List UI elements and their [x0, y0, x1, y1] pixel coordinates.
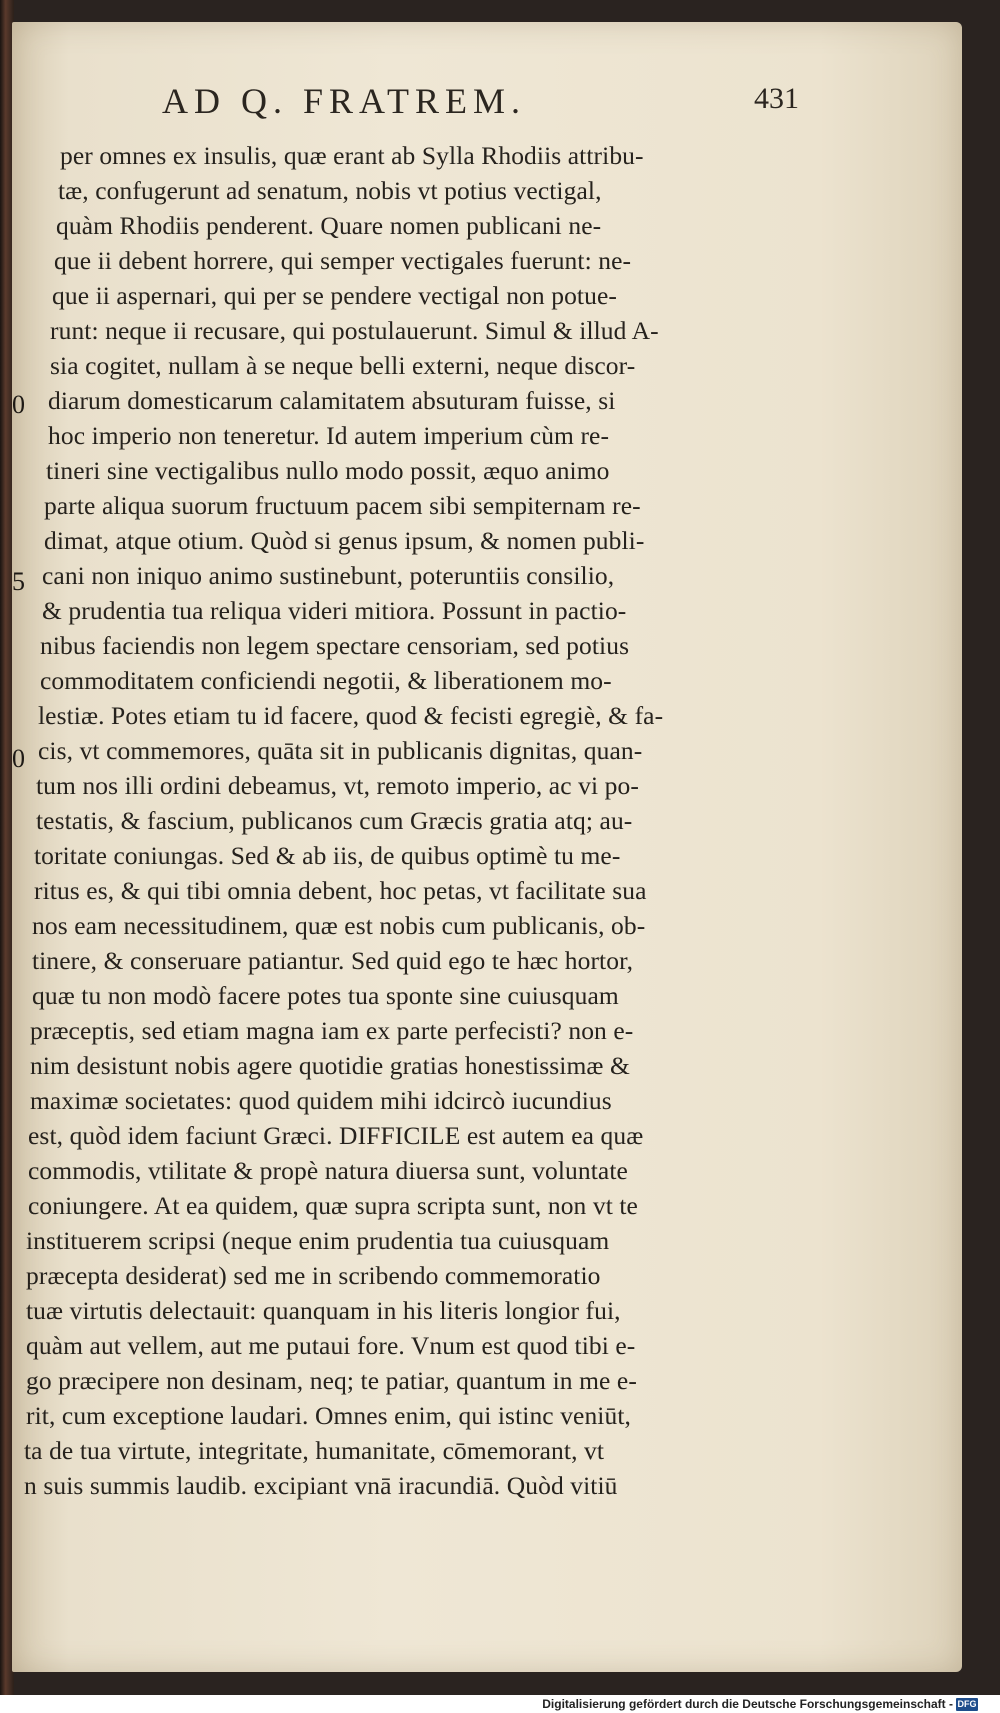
text-line: coniungere. At ea quidem, quæ supra scripta sunt, non vt te — [28, 1191, 638, 1220]
margin-line-number: 5 — [12, 567, 25, 596]
text-line: parte aliqua suorum fructuum pacem sibi sempiternam re- — [44, 491, 641, 520]
text-line: quàm Rhodiis penderent. Quare nomen publicani ne- — [56, 211, 602, 240]
credit-text: Digitalisierung gefördert durch die Deutsche Forschungsgemeinschaft - — [542, 1697, 953, 1711]
text-line: testatis, & fascium, publicanos cum Græcis gratia atq; au- — [36, 806, 633, 835]
text-line: tæ, confugerunt ad senatum, nobis vt potius vectigal, — [58, 176, 602, 205]
text-line: cis, vt commemores, quāta sit in publicanis dignitas, quan- — [38, 736, 643, 765]
text-line: tum nos illi ordini debeamus, vt, remoto imperio, ac vi po- — [36, 771, 639, 800]
text-line: hoc imperio non teneretur. Id autem imperium cùm re- — [48, 421, 610, 450]
digitization-credit — [542, 1697, 978, 1711]
text-line: præcepta desiderat) sed me in scribendo commemoratio — [26, 1261, 601, 1290]
text-line: præceptis, sed etiam magna iam ex parte perfecisti? non e- — [30, 1016, 634, 1045]
text-line: nibus faciendis non legem spectare censoriam, sed potius — [40, 631, 630, 660]
dfg-logo: DFG — [957, 1698, 977, 1709]
margin-line-number: 0 — [12, 744, 25, 773]
text-line: nim desistunt nobis agere quotidie gratias honestissimæ & — [30, 1051, 630, 1080]
running-head: AD Q. FRATREM. — [162, 81, 527, 121]
text-line: que ii debent horrere, qui semper vectigales fuerunt: ne- — [54, 246, 632, 275]
text-line: que ii aspernari, qui per se pendere vectigal non potue- — [52, 281, 617, 310]
text-line: quàm aut vellem, aut me putaui fore. Vnum est quod tibi e- — [26, 1331, 636, 1360]
book-page — [12, 22, 962, 1672]
text-line: per omnes ex insulis, quæ erant ab Sylla Rhodiis attribu- — [60, 141, 644, 170]
text-line: dimat, atque otium. Quòd si genus ipsum, & nomen publi- — [44, 526, 645, 555]
text-line: n suis summis laudib. excipiant vnā iracundiā. Quòd vitiū — [24, 1471, 618, 1500]
text-line: lestiæ. Potes etiam tu id facere, quod & fecisti egregiè, & fa- — [38, 701, 664, 730]
text-line: toritate coniungas. Sed & ab iis, de quibus optimè tu me- — [34, 841, 621, 870]
text-line: go præcipere non desinam, neq; te patiar, quantum in me e- — [26, 1366, 637, 1395]
text-line: nos eam necessitudinem, quæ est nobis cum publicanis, ob- — [32, 911, 646, 940]
text-line: sia cogitet, nullam à se neque belli externi, neque discor- — [50, 351, 636, 380]
margin-line-number: 0 — [12, 390, 25, 419]
text-line: rit, cum exceptione laudari. Omnes enim, qui istinc veniūt, — [26, 1401, 632, 1430]
text-line: runt: neque ii recusare, qui postulauerunt. Simul & illud A- — [50, 316, 659, 345]
text-line: commodis, vtilitate & propè natura diuersa sunt, voluntate — [28, 1156, 628, 1185]
text-line: diarum domesticarum calamitatem absuturam fuisse, si — [48, 386, 616, 415]
text-line: quæ tu non modò facere potes tua sponte sine cuiusquam — [32, 981, 619, 1010]
text-line: tuæ virtutis delectauit: quanquam in his literis longior fui, — [26, 1296, 621, 1325]
text-line: tinere, & conseruare patiantur. Sed quid ego te hæc hortor, — [32, 946, 634, 975]
text-line: est, quòd idem faciunt Græci. DIFFICILE est autem ea quæ — [28, 1121, 644, 1150]
text-line: maximæ societates: quod quidem mihi idcircò iucundius — [30, 1086, 612, 1115]
text-line: & prudentia tua reliqua videri mitiora. Possunt in pactio- — [42, 596, 627, 625]
text-line: tineri sine vectigalibus nullo modo possit, æquo animo — [46, 456, 610, 485]
text-line: ta de tua virtute, integritate, humanitate, cōmemorant, vt — [24, 1436, 605, 1465]
body-text — [20, 138, 760, 1500]
page-number: 431 — [754, 82, 799, 115]
text-line: cani non iniquo animo sustinebunt, poteruntiis consilio, — [42, 561, 615, 590]
text-line: instituerem scripsi (neque enim prudentia tua cuiusquam — [26, 1226, 610, 1255]
text-line: commoditatem conficiendi negotii, & liberationem mo- — [40, 666, 612, 695]
text-line: ritus es, & qui tibi omnia debent, hoc petas, vt facilitate sua — [34, 876, 647, 905]
